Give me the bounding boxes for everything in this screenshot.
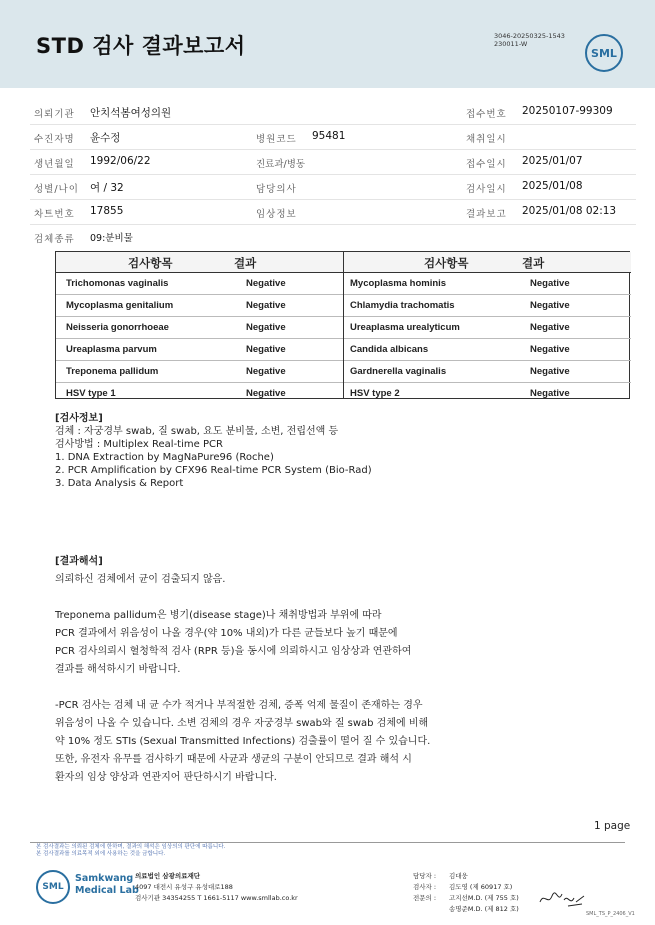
clinical-label: 임상정보	[256, 209, 297, 220]
test-result: Negative	[246, 322, 286, 333]
test-item: Gardnerella vaginalis	[350, 366, 447, 377]
patient-info-table	[30, 100, 636, 249]
test-item: HSV type 1	[66, 388, 116, 399]
test-info-line: 2. PCR Amplification by CFX96 Real-time PCR System (Bio-Rad)	[55, 465, 372, 476]
staff-row	[413, 871, 519, 882]
doc-id-2: 230011-W	[494, 40, 528, 48]
info-row	[30, 150, 636, 175]
col-item-header: 검사항목	[424, 256, 469, 270]
dob-value: 1992/06/22	[90, 155, 151, 167]
table-row	[56, 273, 343, 295]
table-row	[344, 273, 631, 295]
col-result-header: 결과	[522, 256, 545, 270]
report-header	[0, 0, 655, 88]
test-info-line: 검체 : 자궁경부 swab, 질 swab, 요도 분비물, 소변, 전립선액 등	[55, 426, 339, 437]
test-result: Negative	[246, 300, 286, 311]
receipt-no-value: 20250107-99309	[522, 105, 613, 117]
table-row	[56, 339, 343, 361]
institution-value: 안치석봄여성의원	[90, 107, 172, 119]
test-date-label: 검사일시	[466, 184, 507, 195]
results-table	[55, 251, 630, 399]
info-row	[30, 175, 636, 200]
table-row	[56, 295, 343, 317]
staff-row	[413, 882, 519, 893]
footer-logo-text: SML	[42, 882, 64, 892]
col-item-header: 검사항목	[128, 256, 173, 270]
sml-logo-text: SML	[591, 46, 617, 60]
test-result: Negative	[246, 344, 286, 355]
interpretation-section	[55, 553, 430, 787]
test-result: Negative	[530, 278, 570, 289]
receive-date-label: 접수일시	[466, 159, 507, 170]
test-info-line: 1. DNA Extraction by MagNaPure96 (Roche)	[55, 452, 274, 463]
table-row	[344, 295, 631, 317]
specimen-value: 09:분비물	[90, 233, 133, 244]
table-row	[56, 317, 343, 339]
footer-notes	[36, 844, 225, 858]
report-label: 결과보고	[466, 209, 507, 220]
interpretation-title: [결과해석]	[55, 556, 103, 567]
footer-sml-logo	[36, 870, 70, 904]
table-row	[344, 317, 631, 339]
footer-brand	[75, 873, 139, 897]
sex-age-value: 여 / 32	[90, 182, 124, 194]
test-item: Chlamydia trachomatis	[350, 300, 455, 311]
table-row	[344, 383, 631, 404]
table-row	[344, 339, 631, 361]
test-date-value: 2025/01/08	[522, 180, 583, 192]
collect-date-label: 채취일시	[466, 134, 507, 145]
test-item: Treponema pallidum	[66, 366, 159, 377]
results-left-column	[56, 252, 343, 398]
interpretation-line: -PCR 검사는 검체 내 균 수가 적거나 부적절한 검체, 증폭 억제 물질이 존재하는 경우	[55, 700, 423, 711]
test-item: Mycoplasma genitalium	[66, 300, 174, 311]
form-code: SML_TS_P_2406_V1	[586, 911, 635, 917]
test-result: Negative	[530, 366, 570, 377]
table-row	[344, 361, 631, 383]
interpretation-line: Treponema pallidum은 병기(disease stage)나 채취방법과 부위에 따라	[55, 610, 382, 621]
staff-row	[413, 904, 519, 915]
table-row	[56, 383, 343, 404]
test-result: Negative	[246, 278, 286, 289]
signature-image	[538, 888, 586, 910]
doctor-label: 담당의사	[256, 184, 297, 195]
staff-name: 고지선M.D. (제 755 호)	[449, 894, 519, 902]
test-result: Negative	[530, 322, 570, 333]
interpretation-line: PCR 결과에서 위음성이 나올 경우(약 10% 내외)가 다른 균들보다 높기 때문에	[55, 628, 398, 639]
info-row	[30, 100, 636, 125]
info-row	[30, 125, 636, 150]
staff-name: 김도영 (제 60917 호)	[449, 883, 513, 891]
test-result: Negative	[246, 388, 286, 399]
org-contact: 검사기관 34354255 T 1661-5117 www.smllab.co.kr	[135, 894, 298, 902]
test-info-line: 3. Data Analysis & Report	[55, 478, 184, 489]
specimen-label: 검체종류	[34, 234, 75, 245]
interpretation-line: 결과를 해석하시기 바랍니다.	[55, 664, 181, 675]
chart-no-label: 차트번호	[34, 209, 75, 220]
footer-divider	[30, 842, 625, 843]
patient-label: 수진자명	[34, 134, 75, 145]
footer-organization	[135, 871, 298, 904]
staff-role: 담당자 :	[413, 872, 437, 880]
sml-logo	[585, 34, 623, 72]
interpretation-line: 환자의 임상 양상과 연관지어 판단하시기 바랍니다.	[55, 772, 277, 783]
receive-date-value: 2025/01/07	[522, 155, 583, 167]
interpretation-summary: 의뢰하신 검체에서 균이 검출되지 않음.	[55, 574, 226, 585]
report-value: 2025/01/08 02:13	[522, 205, 617, 217]
test-item: Trichomonas vaginalis	[66, 278, 169, 289]
footer-staff	[413, 871, 519, 915]
col-result-header: 결과	[234, 256, 257, 270]
test-item: Ureaplasma parvum	[66, 344, 157, 355]
sex-age-label: 성별/나이	[34, 184, 79, 195]
test-item: HSV type 2	[350, 388, 400, 399]
patient-value: 윤수정	[90, 132, 121, 144]
results-header	[344, 252, 631, 273]
org-address: 4097 대전시 유성구 유성대로188	[135, 883, 233, 891]
institution-label: 의뢰기관	[34, 109, 75, 120]
staff-row	[413, 893, 519, 904]
hospital-code-label: 병원코드	[256, 134, 297, 145]
staff-role	[413, 904, 449, 915]
dob-label: 생년월일	[34, 159, 75, 170]
receipt-no-label: 접수번호	[466, 109, 507, 120]
test-info-title: [검사정보]	[55, 413, 103, 424]
footer-note: 본 검사결과를 의료목적 외에 사용하는 것을 금합니다.	[36, 851, 166, 857]
brand-line: Medical Lab	[75, 885, 139, 896]
info-row	[30, 225, 636, 249]
test-result: Negative	[530, 300, 570, 311]
staff-name: 송명준M.D. (제 812 호)	[449, 905, 519, 913]
footer-note: 본 검사결과는 의뢰된 검체에 한하며, 결과의 해석은 임상의의 판단에 따릅니다.	[36, 844, 226, 850]
test-info-line: 검사방법 : Multiplex Real-time PCR	[55, 439, 223, 450]
results-header	[56, 252, 343, 273]
test-item: Candida albicans	[350, 344, 429, 355]
chart-no-value: 17855	[90, 205, 124, 217]
report-title: STD 검사 결과보고서	[36, 34, 246, 58]
hospital-code-value: 95481	[312, 130, 346, 142]
test-result: Negative	[530, 388, 570, 399]
brand-line: Samkwang	[75, 873, 134, 884]
doc-id-1: 3046-20250325-1543	[494, 32, 565, 40]
staff-role: 검사자 :	[413, 883, 437, 891]
org-name: 의료법인 삼광의료재단	[135, 872, 201, 880]
page-number: 1 page	[594, 820, 631, 832]
test-info-section	[55, 412, 372, 490]
test-result: Negative	[530, 344, 570, 355]
interpretation-line: 또한, 유전자 유무를 검사하기 때문에 사균과 생균의 구분이 안되므로 결과 해석 시	[55, 754, 412, 765]
document-ids	[494, 32, 565, 48]
test-item: Neisseria gonorrhoeae	[66, 322, 169, 333]
test-item: Mycoplasma hominis	[350, 278, 447, 289]
results-right-column	[343, 252, 631, 398]
test-result: Negative	[246, 366, 286, 377]
info-row	[30, 200, 636, 225]
test-item: Ureaplasma urealyticum	[350, 322, 460, 333]
interpretation-line: 위음성이 나올 수 있습니다. 소변 검체의 경우 자궁경부 swab와 질 swab 검체에 비해	[55, 718, 429, 729]
dept-label: 진료과/병동	[256, 159, 306, 170]
interpretation-line: PCR 검사의뢰시 혈청학적 검사 (RPR 등)을 동시에 의뢰하시고 임상상과 연관하여	[55, 646, 412, 657]
interpretation-line: 약 10% 정도 STIs (Sexual Transmitted Infections) 검출률이 떨어 질 수 있습니다.	[55, 736, 431, 747]
table-row	[56, 361, 343, 383]
staff-role: 전문의 :	[413, 894, 437, 902]
staff-name: 김대웅	[449, 872, 468, 880]
